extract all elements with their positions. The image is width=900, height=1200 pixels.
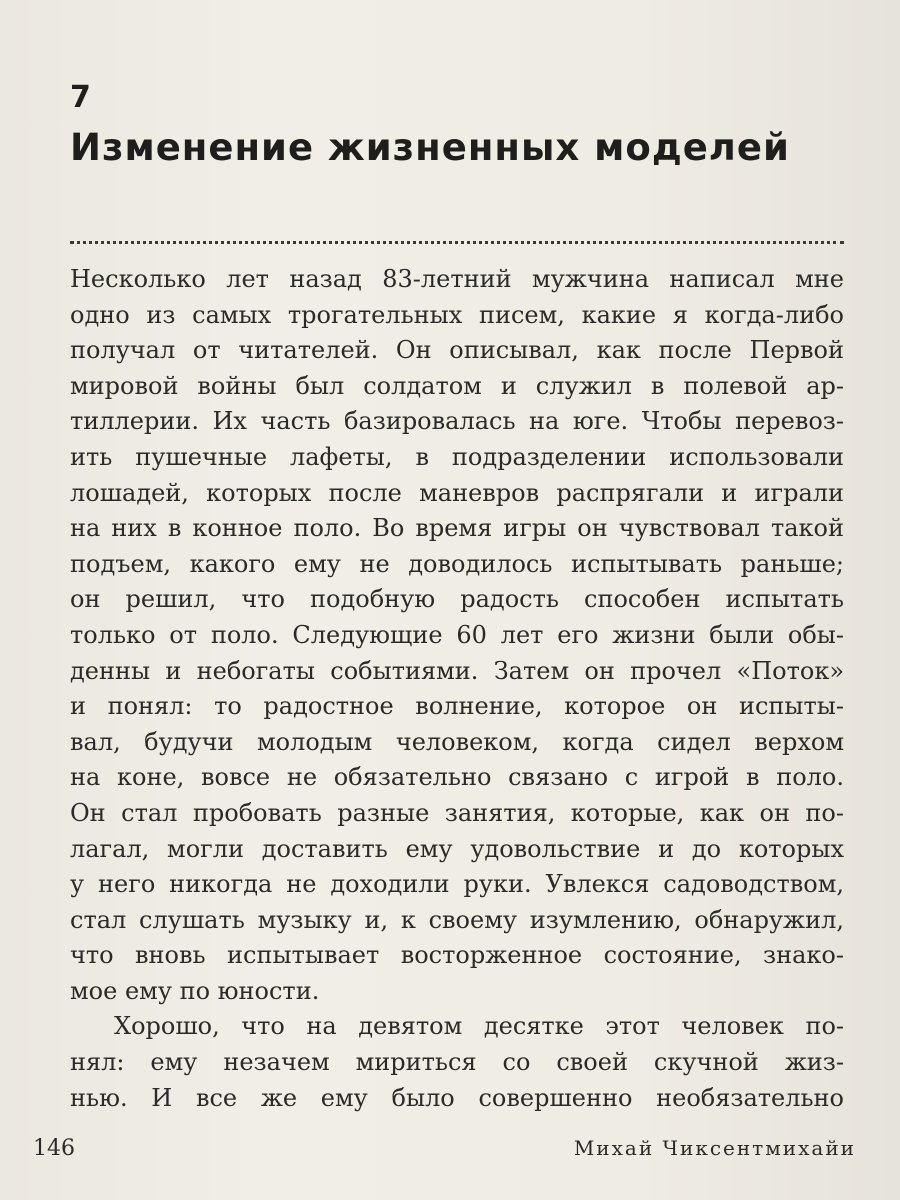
chapter-number: 7	[70, 80, 91, 115]
text-line: получал от читателей. Он описывал, как после Первой	[70, 336, 844, 365]
text-line: лагал, могли доставить ему удовольствие и до которых	[70, 834, 844, 863]
text-line: тиллерии. Их часть базировалась на юге. Чтобы перевоз-	[70, 407, 844, 436]
text-line: одно из самых трогательных писем, какие я когда-либо	[70, 300, 844, 329]
text-line: стал слушать музыку и, к своему изумлению, обнаружил,	[70, 905, 844, 934]
text-line: у него никогда не доходили руки. Увлекся садоводством,	[70, 870, 844, 899]
running-footer-author: Михай Чиксентмихайи	[573, 1136, 856, 1160]
text-line: вал, будучи молодым человеком, когда сидел верхом	[70, 727, 844, 756]
text-line: на коне, вовсе не обязательно связано с игрой в поло.	[70, 763, 844, 792]
text-line: только от поло. Следующие 60 лет его жизни были обы-	[70, 620, 844, 649]
text-line: мое ему по юности.	[70, 976, 320, 1005]
text-line: на них в конное поло. Во время игры он чувствовал такой	[70, 514, 844, 543]
text-line: что вновь испытывает восторженное состояние, знако-	[70, 941, 844, 970]
text-line: подъем, какого ему не доводилось испытывать раньше;	[70, 549, 844, 578]
text-line: Хорошо, что на девятом десятке этот человек по-	[114, 1012, 844, 1041]
text-line: ить пушечные лафеты, в подразделении использовали	[70, 442, 844, 471]
text-line: лошадей, которых после маневров распрягали и играли	[70, 478, 844, 507]
text-line: Несколько лет назад 83-летний мужчина написал мне	[70, 265, 844, 293]
page-number: 146	[33, 1136, 75, 1161]
text-line: Он стал пробовать разные занятия, которые, как он по-	[70, 798, 844, 827]
text-line: нью. И все же ему было совершенно необязательно	[70, 1083, 844, 1112]
dotted-divider	[70, 241, 844, 244]
text-line: мировой войны был солдатом и служил в полевой ар-	[70, 371, 844, 400]
text-line: он решил, что подобную радость способен испытать	[70, 585, 844, 614]
text-line: денны и небогаты событиями. Затем он прочел «Поток»	[70, 656, 844, 685]
text-line: и понял: то радостное волнение, которое он испыты-	[70, 692, 844, 721]
body-text	[70, 262, 844, 1116]
text-line: нял: ему незачем мириться со своей скучной жиз-	[70, 1048, 844, 1077]
chapter-title: Изменение жизненных моделей	[70, 126, 790, 169]
